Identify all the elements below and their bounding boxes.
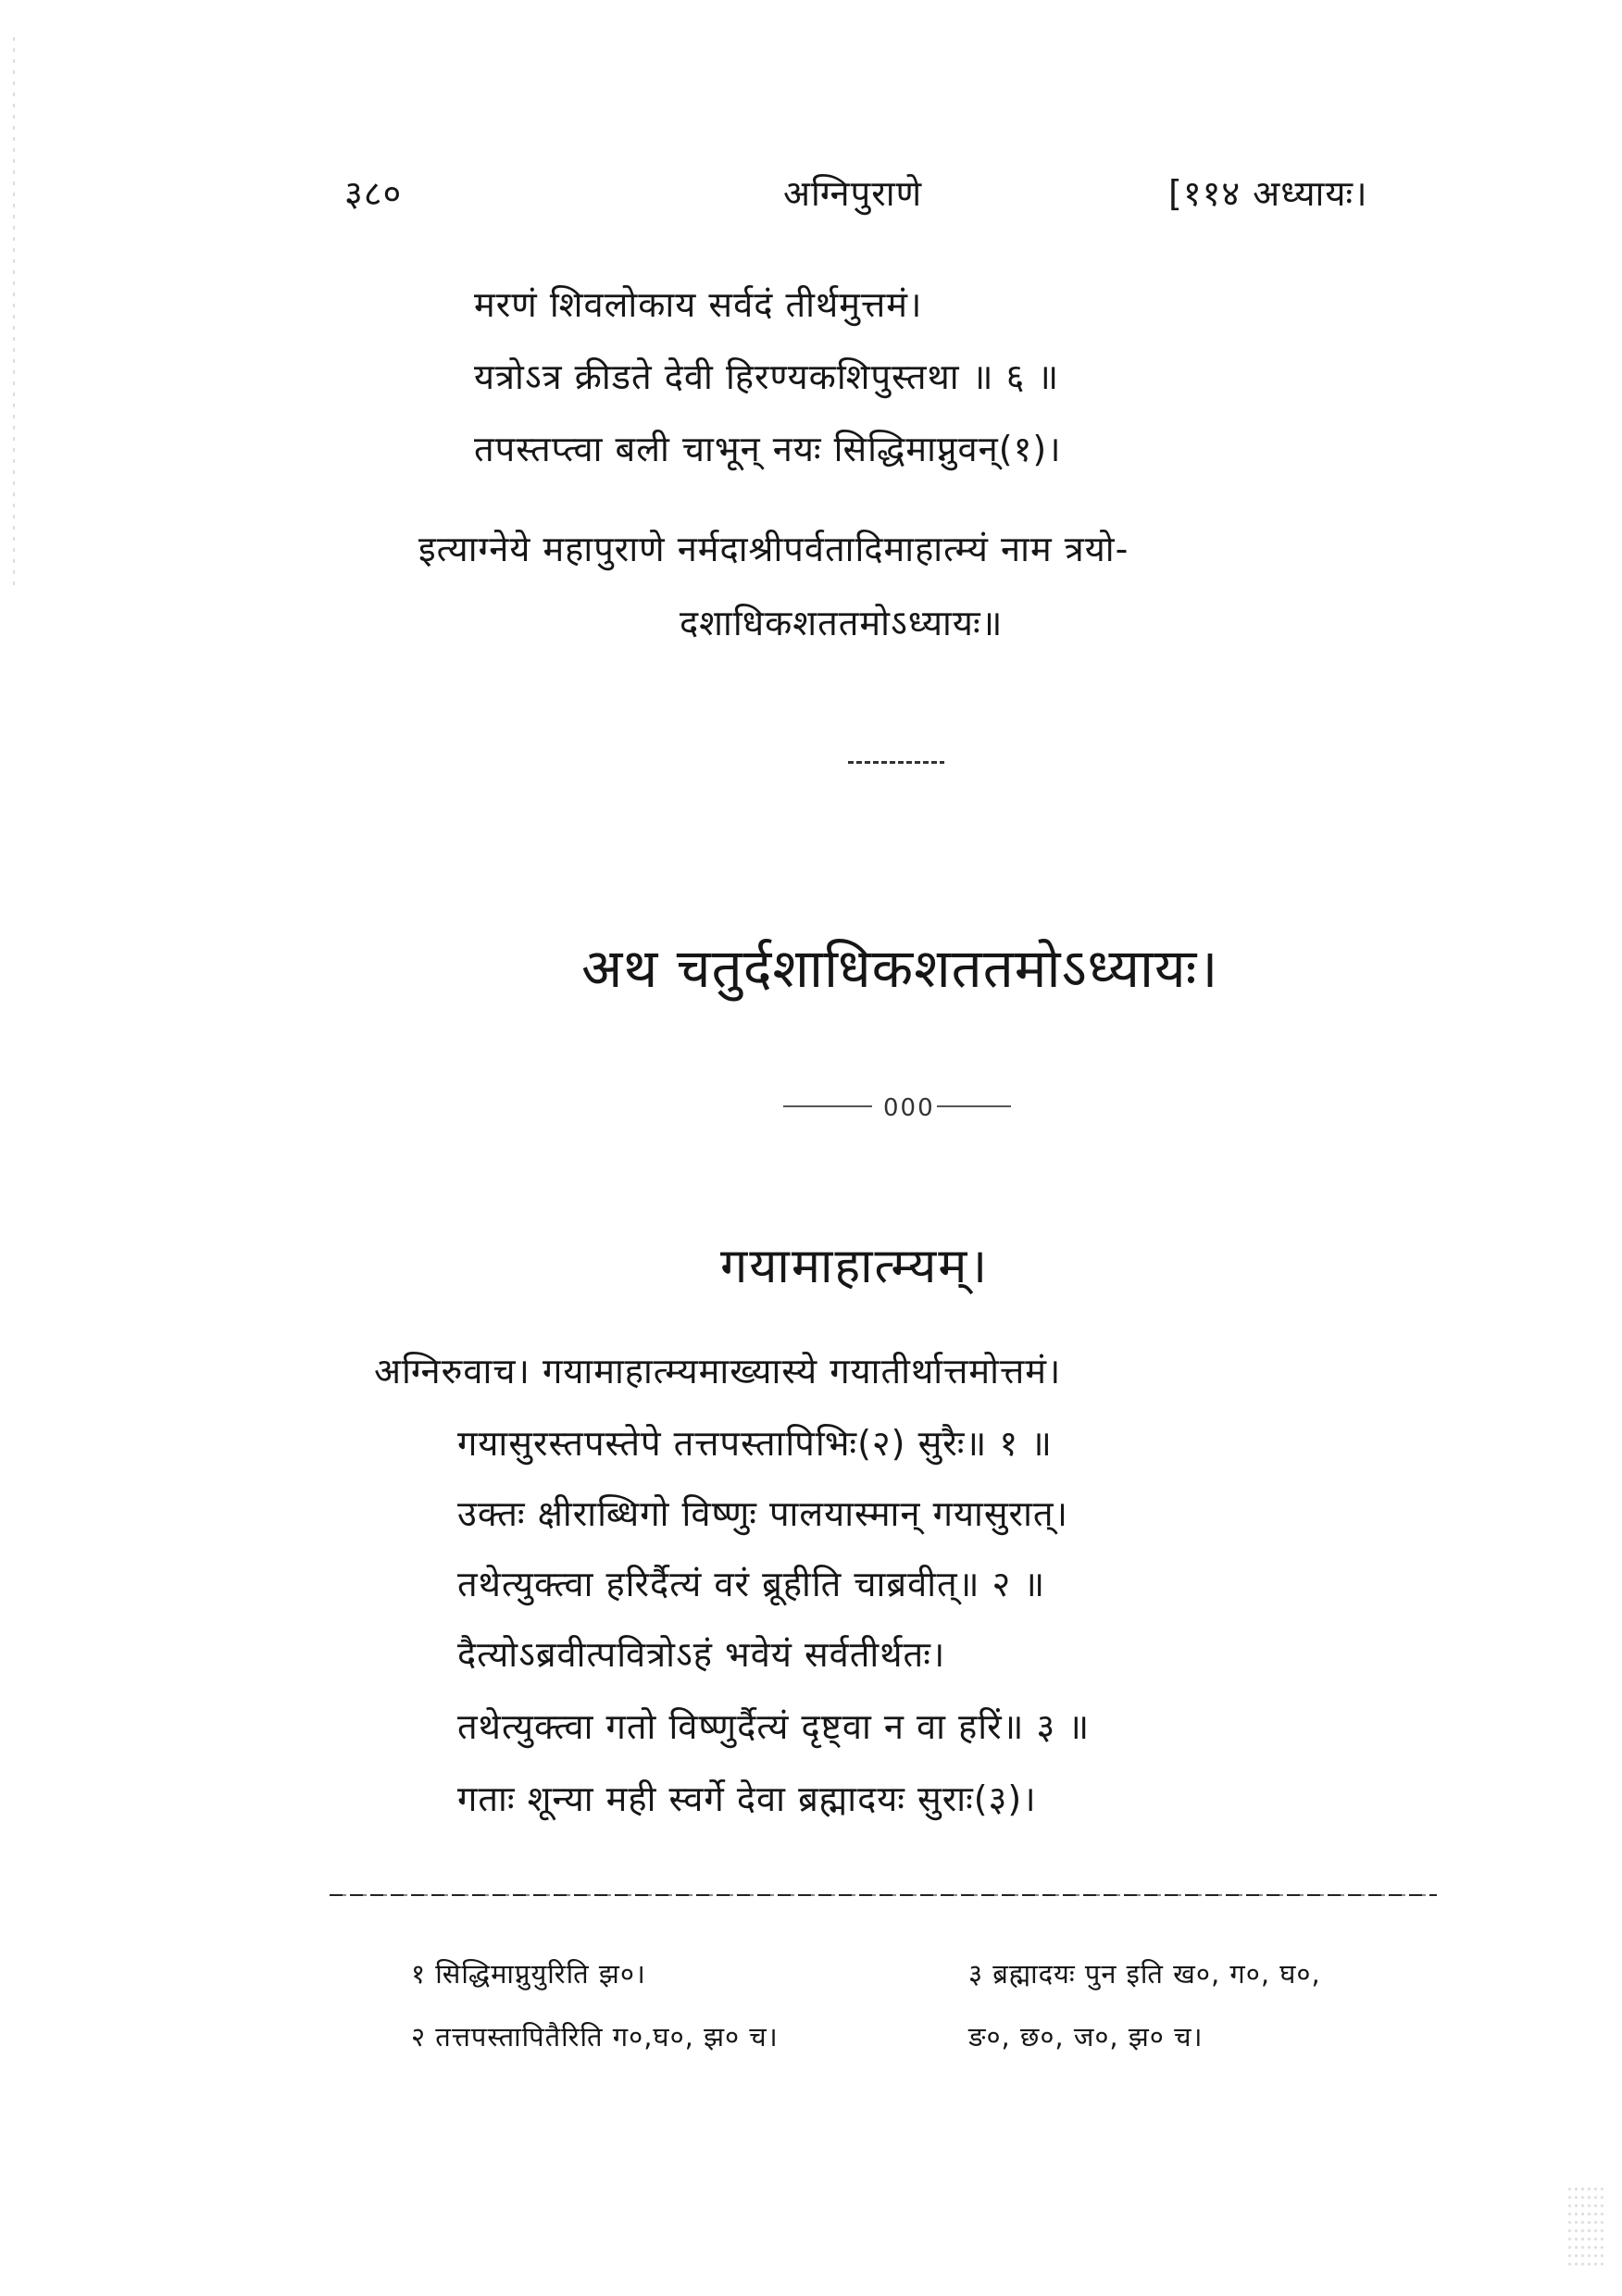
scan-edge-artifact	[13, 37, 15, 593]
ornament-dash-left	[783, 1105, 872, 1107]
verse-line: गताः शून्या मही स्वर्गे देवा ब्रह्मादयः सुराः(३)।	[457, 1778, 1037, 1819]
footnote: ३ ब्रह्मादयः पुन इति ख०, ग०, घ०,	[968, 1958, 1321, 1990]
verse-line: गयासुरस्तपस्तेपे तत्तपस्तापिभिः(२) सुरैः॥ १ ॥	[457, 1423, 1053, 1464]
chapter-reference: [११४ अध्यायः।	[1168, 173, 1368, 214]
ornament: 000	[883, 1094, 935, 1122]
colophon-line: दशाधिकशततमोऽध्यायः॥	[680, 603, 1004, 643]
ornament-dash-right	[937, 1105, 1011, 1107]
footnote: ङ०, छ०, ज०, झ० च।	[968, 2021, 1204, 2053]
verse-line: उक्तः क्षीराब्धिगो विष्णुः पालयास्मान् गयासुरात्।	[457, 1493, 1068, 1534]
page-number: ३८०	[344, 173, 403, 214]
verse-line: तथेत्युक्त्वा गतो विष्णुर्दैत्यं दृष्ट्वा न वा हरिं॥ ३ ॥	[457, 1706, 1091, 1747]
colophon-line: इत्याग्नेये महापुराणे नर्मदाश्रीपर्वतादिमाहात्म्यं नाम त्रयो-	[418, 529, 1129, 569]
chapter-end-rule	[848, 761, 944, 764]
prev-verse-line: तपस्तप्त्वा बली चाभून् नयः सिद्धिमाप्नुवन्(१)।	[474, 429, 1062, 469]
running-title: अग्निपुराणे	[783, 173, 923, 214]
chapter-heading: अथ चतुर्दशाधिकशततमोऽध्यायः।	[581, 937, 1219, 1000]
prev-verse-line: यत्रोऽत्र क्रीडते देवी हिरण्यकशिपुस्तथा ॥ ६ ॥	[474, 356, 1060, 397]
verse-line: दैत्योऽब्रवीत्पवित्रोऽहं भवेयं सर्वतीर्थतः।	[457, 1634, 946, 1675]
scan-dust-artifact	[1566, 2185, 1603, 2268]
footnote: २ तत्तपस्तापितैरिति ग०,घ०, झ० च।	[411, 2021, 779, 2053]
footnote-rule	[330, 1894, 1437, 1896]
verse-line: अग्निरुवाच। गयामाहात्म्यमाख्यास्ये गयातीर्थात्तमोत्तमं।	[374, 1351, 1062, 1391]
prev-verse-line: मरणं शिवलोकाय सर्वदं तीर्थमुत्तमं।	[474, 284, 923, 325]
footnote: १ सिद्धिमाप्नुयुरिति झ०।	[411, 1958, 646, 1990]
section-title: गयामाहात्म्यम्।	[720, 1239, 990, 1294]
verse-line: तथेत्युक्त्वा हरिर्दैत्यं वरं ब्रूहीति चाब्रवीत्॥ २ ॥	[457, 1564, 1046, 1604]
